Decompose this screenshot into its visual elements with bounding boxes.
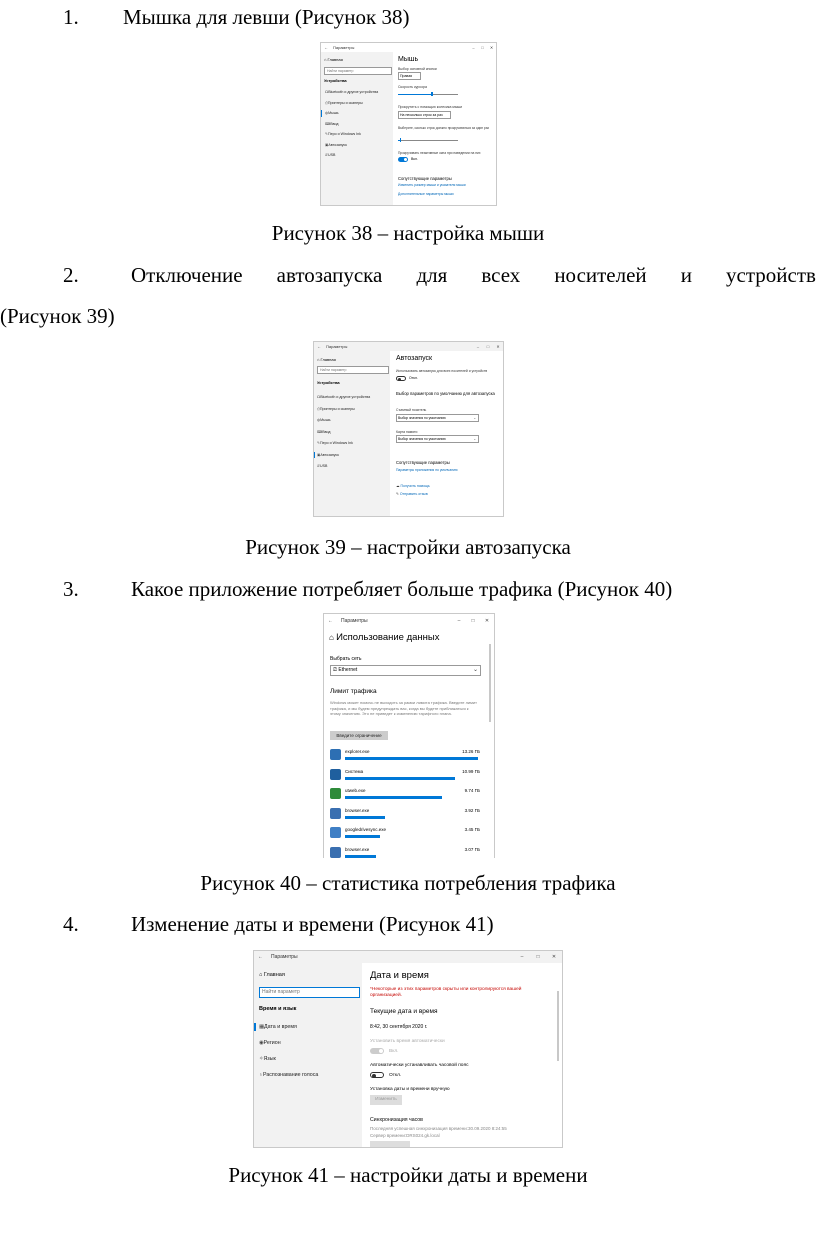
sidebar-item[interactable]: [259, 1072, 318, 1078]
app-usage-bar: [345, 757, 478, 760]
page-title: Дата и время: [370, 970, 429, 981]
sidebar-item[interactable]: [317, 418, 330, 422]
app-usage-bar: [345, 796, 442, 799]
paragraph-word: носителей: [554, 263, 647, 287]
sidebar-item[interactable]: [325, 153, 335, 157]
autoplay-icon: ▣: [317, 452, 321, 457]
app-usage-size: 3.07 ГБ: [464, 846, 480, 852]
inactive-scroll-toggle[interactable]: [398, 157, 408, 162]
list-number: 1.: [63, 5, 79, 29]
sidebar-item[interactable]: [325, 101, 363, 105]
paragraph-word: для: [416, 263, 448, 287]
settings-window-autoplay: [313, 341, 504, 517]
sidebar-item[interactable]: [259, 1040, 281, 1046]
settings-window-date-time: [253, 950, 563, 1148]
minimize-icon[interactable]: –: [457, 617, 461, 624]
maximize-icon[interactable]: □: [536, 954, 540, 960]
sync-last-time: Последняя успешная синхронизация времени:30.09.2020 8:24:55: [370, 1126, 507, 1131]
sidebar-item[interactable]: [317, 407, 355, 411]
default-apps-link[interactable]: Параметры приложения по умолчанию: [396, 468, 458, 472]
removable-label: Съемный носитель: [396, 408, 427, 412]
auto-time-toggle[interactable]: [370, 1048, 384, 1054]
window-title: Параметры: [333, 45, 355, 50]
home-icon: ⌂: [317, 357, 321, 362]
sidebar-item[interactable]: [325, 122, 338, 126]
app-name: utweb.exe: [345, 788, 366, 793]
scrollbar[interactable]: [557, 991, 559, 1061]
sidebar-item-label: Bluetooth и другие устройства: [320, 395, 371, 399]
title-bar: [321, 43, 496, 52]
network-value: Ethernet: [338, 667, 358, 673]
app-usage-size: 3.92 ГБ: [464, 807, 480, 813]
help-link[interactable]: [396, 484, 430, 488]
sidebar-item[interactable]: [317, 441, 353, 445]
back-icon[interactable]: ←: [258, 954, 263, 960]
feedback-link[interactable]: [396, 492, 428, 496]
autoplay-icon: ▣: [325, 142, 329, 147]
app-usage-bar: [345, 835, 380, 838]
sync-button[interactable]: [370, 1141, 410, 1148]
window-title: Параметры: [341, 617, 368, 624]
sidebar-item-label: USB: [328, 153, 336, 157]
lines-slider[interactable]: [398, 138, 458, 142]
back-icon[interactable]: ←: [317, 344, 321, 349]
chevron-down-icon: ⌄: [473, 437, 476, 441]
sync-server: Сервер времени:DRS024.gk.local: [370, 1133, 440, 1138]
sidebar-item-label: Дата и время: [264, 1024, 297, 1030]
sidebar-section-title: Время и язык: [259, 1006, 297, 1012]
sidebar-item-label: USB: [320, 464, 328, 468]
scrollbar[interactable]: [489, 644, 491, 722]
window-title: Параметры: [326, 344, 348, 349]
memory-value: Выбор значения по умолчанию: [398, 437, 446, 441]
primary-button-label: Выбор основной кнопки: [398, 67, 437, 71]
app-name: browser.exe: [345, 846, 370, 852]
page-title: Мышь: [398, 56, 419, 63]
minimize-icon[interactable]: –: [472, 45, 475, 50]
feedback-icon: ✎: [396, 492, 400, 496]
home-icon: ⌂: [324, 57, 328, 62]
enter-limit-button[interactable]: Введите ограничение: [330, 731, 388, 740]
settings-window-data-usage: [323, 613, 495, 858]
auto-time-label: Установить время автоматически: [370, 1039, 445, 1044]
pen-icon: ✎: [317, 441, 321, 445]
bluetooth-icon: ☊: [325, 90, 329, 94]
slider-fill: [398, 94, 431, 95]
paragraph-text: [131, 262, 816, 288]
sidebar-item-label: Язык: [263, 1056, 276, 1062]
sidebar-item-label: Автозапуск: [328, 142, 347, 147]
pen-icon: ✎: [325, 132, 329, 136]
search-input[interactable]: Найти параметр: [259, 987, 360, 998]
autoplay-label: Использовать автозапуск для всех носителей и устройств: [396, 369, 488, 373]
related-heading: Сопутствующие параметры: [396, 460, 450, 465]
close-icon[interactable]: ✕: [484, 617, 490, 624]
memory-label: Карта памяти: [396, 430, 418, 434]
close-icon[interactable]: ✕: [496, 344, 500, 349]
app-usage-size: 10.99 ГБ: [462, 768, 480, 774]
usb-icon: ⇵: [325, 153, 329, 157]
settings-window-mouse: [320, 42, 497, 206]
sidebar-item-label: Мышь: [328, 111, 339, 115]
sidebar-item[interactable]: [259, 1056, 276, 1062]
sidebar-item[interactable]: [325, 111, 338, 115]
removable-select[interactable]: [396, 414, 479, 422]
current-time-value: 8:42, 30 сентября 2020 г.: [370, 1024, 428, 1030]
auto-timezone-toggle[interactable]: [370, 1072, 384, 1078]
sidebar-item-label: Перо и Windows Ink: [328, 132, 361, 136]
primary-button-value: Правая: [400, 74, 413, 78]
sidebar-item-label: Ввод: [330, 121, 339, 126]
policy-warning: *Некоторые из этих параметров скрыты или контролируются вашей организацией.: [370, 987, 522, 998]
feedback-label: Отправить отзыв: [399, 492, 428, 496]
auto-timezone-label: Автоматически устанавливать часовой пояс: [370, 1063, 469, 1068]
minimize-icon[interactable]: –: [476, 344, 480, 349]
app-name: Система: [345, 768, 364, 774]
help-label: Получить помощь: [400, 484, 430, 488]
sidebar-item-label: Принтеры и сканеры: [319, 406, 355, 411]
app-usage-bar: [345, 777, 455, 780]
list-number: 4.: [63, 912, 79, 936]
sidebar-item[interactable]: [317, 464, 327, 468]
paragraph-word: и: [680, 263, 692, 287]
sidebar: [314, 351, 390, 516]
clock-icon: ▦: [259, 1024, 265, 1030]
search-input[interactable]: Найти параметр: [317, 366, 389, 374]
sidebar-item[interactable]: [317, 430, 330, 434]
sidebar-item-label: Автозапуск: [320, 452, 339, 457]
yandex-browser-icon: [330, 847, 341, 858]
wheel-label: Прокрутить с помощью колесика мыши: [398, 105, 463, 109]
home-item[interactable]: [324, 57, 343, 62]
mouse-icon: ◍: [317, 418, 321, 422]
printer-icon: ⎙: [325, 100, 328, 105]
figure-caption: Рисунок 41 – настройки даты и времени: [228, 1163, 588, 1187]
additional-mouse-link[interactable]: Дополнительные параметры мыши: [398, 192, 454, 196]
defaults-heading: Выбор параметров по умолчанию для автозапуска: [396, 391, 495, 396]
yandex-browser-icon: [330, 808, 341, 819]
sidebar-item-label: Принтеры и сканеры: [327, 100, 363, 105]
sidebar-item[interactable]: [325, 143, 347, 147]
paragraph-text: Мышка для левши (Рисунок 38): [123, 5, 410, 29]
home-label: Главная: [320, 357, 336, 362]
removable-value: Выбор значения по умолчанию: [398, 416, 446, 420]
figure-caption: Рисунок 40 – статистика потребления трафика: [200, 871, 616, 895]
paragraph-continuation: (Рисунок 39): [0, 304, 115, 328]
sidebar-item-label: Регион: [263, 1040, 281, 1046]
home-icon: ⌂: [259, 972, 264, 978]
maximize-icon[interactable]: □: [486, 344, 490, 349]
paragraph-text: Изменение даты и времени (Рисунок 41): [131, 912, 494, 936]
autoplay-toggle[interactable]: [396, 376, 406, 381]
sidebar-item-label: Перо и Windows Ink: [320, 441, 353, 445]
slider-thumb[interactable]: [400, 138, 402, 142]
related-heading: Сопутствующие параметры: [398, 176, 452, 181]
maximize-icon[interactable]: □: [481, 45, 484, 50]
network-icon: ⎚: [333, 667, 339, 673]
language-icon: ✧: [259, 1056, 264, 1062]
mouse-size-link[interactable]: Изменить размер мыши и указателя мыши: [398, 183, 466, 187]
sidebar-item[interactable]: [325, 132, 361, 136]
current-time-heading: Текущие дата и время: [370, 1008, 438, 1015]
sidebar-item[interactable]: [317, 453, 339, 457]
keyboard-icon: ⌨: [325, 121, 331, 126]
sidebar-item[interactable]: [325, 90, 378, 94]
manual-label: Установка даты и времени вручную: [370, 1087, 450, 1092]
figure-caption: Рисунок 39 – настройки автозапуска: [245, 535, 571, 559]
utorrent-icon: [330, 788, 341, 799]
sidebar-item[interactable]: [259, 1024, 297, 1030]
sidebar-item-label: Мышь: [320, 418, 331, 422]
limit-heading: Лимит трафика: [330, 688, 377, 695]
limit-description: Windows может помочь не выходить за рамки лимита трафика. Введите лимит трафика, и мы будем предупреждать вас, когда вы будете приближаться к этому значению. Это не приведет к изменению тарифного плана.: [330, 700, 477, 717]
auto-time-state: Вкл.: [389, 1049, 399, 1054]
system-icon: [330, 769, 341, 780]
speed-slider[interactable]: [398, 92, 458, 96]
page-title: Автозапуск: [396, 355, 433, 362]
help-icon: ☁: [396, 484, 401, 488]
back-icon[interactable]: ←: [328, 617, 333, 624]
home-icon: ⌂: [329, 633, 337, 642]
title-bar: [254, 951, 562, 963]
selected-indicator: [314, 452, 315, 459]
inactive-scroll-state: Вкл.: [411, 157, 418, 161]
slider-track: [398, 140, 458, 141]
home-item[interactable]: [259, 972, 285, 978]
keyboard-icon: ⌨: [317, 429, 323, 434]
home-item[interactable]: [317, 357, 336, 362]
app-name: googledrivesync.exe: [345, 827, 387, 832]
autoplay-state: Откл.: [409, 376, 418, 380]
chevron-down-icon: ⌄: [472, 667, 478, 673]
selected-indicator: [254, 1023, 256, 1031]
wheel-select[interactable]: [398, 111, 451, 119]
back-icon[interactable]: ←: [324, 45, 328, 50]
auto-timezone-state: Откл.: [389, 1073, 402, 1078]
app-usage-bar: [345, 855, 376, 858]
wheel-value: На несколько строк за раз: [400, 113, 443, 117]
page-title: [329, 632, 439, 643]
app-usage-bar: [345, 816, 385, 819]
close-icon[interactable]: ✕: [489, 45, 494, 50]
usb-icon: ⇵: [317, 464, 321, 468]
memory-select[interactable]: [396, 435, 479, 443]
home-label: Главная: [263, 972, 285, 978]
network-label: Выбрать сеть: [330, 656, 362, 662]
close-icon[interactable]: ✕: [551, 954, 557, 960]
folder-icon: [330, 749, 341, 760]
sidebar-item[interactable]: [317, 395, 370, 399]
sidebar-item-label: Ввод: [322, 429, 331, 434]
chevron-down-icon: ⌄: [473, 416, 476, 420]
lines-label: Выберите, сколько строк должно прокручиваться за один раз: [398, 126, 489, 130]
sidebar-section-title: Устройства: [324, 78, 347, 83]
google-drive-icon: [330, 827, 341, 838]
sidebar-item-label: Распознавание голоса: [262, 1072, 319, 1078]
window-title: Параметры: [271, 954, 298, 960]
title-bar: [314, 342, 503, 351]
maximize-icon[interactable]: □: [471, 617, 475, 624]
list-number: 2.: [63, 263, 79, 287]
search-input[interactable]: Найти параметр: [324, 67, 392, 75]
minimize-icon[interactable]: –: [520, 954, 524, 960]
selected-indicator: [321, 110, 322, 117]
paragraph-word: всех: [481, 263, 521, 287]
primary-button-select[interactable]: [398, 72, 421, 80]
paragraph-text: Какое приложение потребляет больше трафика (Рисунок 40): [131, 577, 673, 601]
bluetooth-icon: ☊: [317, 395, 321, 399]
app-usage-size: 9.74 ГБ: [464, 788, 480, 793]
network-select[interactable]: [330, 665, 481, 676]
sidebar-section-title: Устройства: [317, 380, 340, 385]
paragraph-word: автозапуска: [276, 263, 383, 287]
change-time-button[interactable]: Изменить: [370, 1095, 402, 1105]
app-usage-size: 13.26 ГБ: [462, 749, 480, 754]
speed-label: Скорость курсора: [398, 85, 427, 89]
page-title-text: Использование данных: [336, 632, 440, 643]
mouse-icon: ◍: [325, 111, 329, 115]
microphone-icon: ♁: [259, 1072, 263, 1078]
figure-caption: Рисунок 38 – настройка мыши: [271, 221, 545, 245]
app-name: browser.exe: [345, 807, 370, 813]
paragraph-word: Отключение: [131, 263, 243, 287]
sidebar-item-label: Bluetooth и другие устройства: [328, 90, 379, 94]
printer-icon: ⎙: [317, 406, 320, 411]
app-name: explorer.exe: [345, 749, 370, 754]
sync-heading: Синхронизация часов: [370, 1117, 423, 1123]
title-bar: [324, 614, 494, 627]
region-icon: ◉: [259, 1040, 264, 1046]
inactive-scroll-label: Прокручивать неактивные окна при наведении на них: [398, 151, 481, 155]
paragraph-word: устройств: [726, 263, 816, 287]
list-number: 3.: [63, 577, 79, 601]
slider-thumb[interactable]: [431, 92, 433, 96]
home-label: Главная: [327, 57, 343, 62]
app-usage-size: 3.45 ГБ: [464, 827, 480, 832]
